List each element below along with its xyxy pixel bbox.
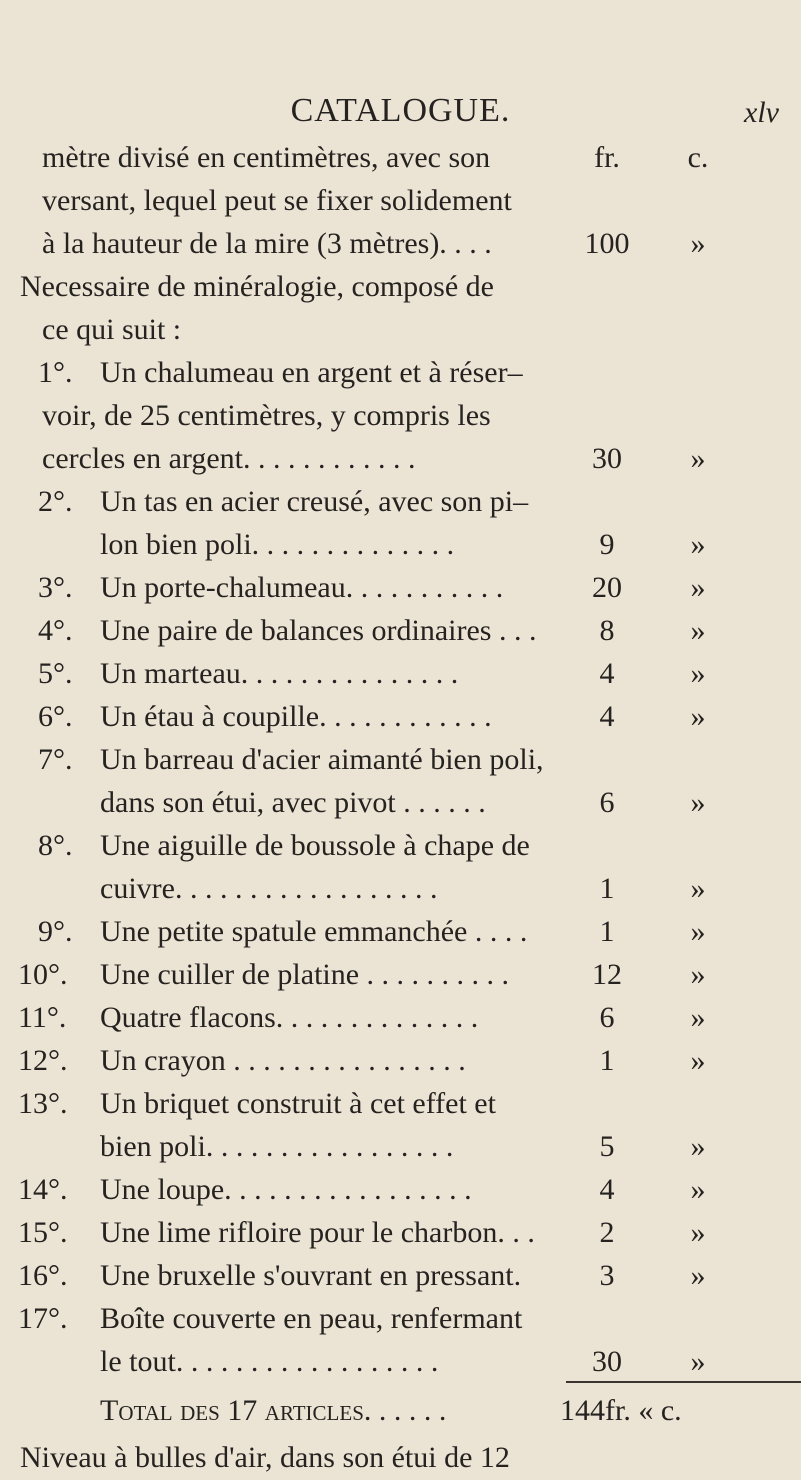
item-number: 7°. (38, 743, 73, 776)
total-label: Total des 17 articles. . . . . . (100, 1394, 447, 1427)
list-item (0, 566, 801, 610)
section-line-1 (0, 265, 801, 309)
line-text: Un chalumeau en argent et à réser– (100, 356, 523, 389)
line-text: Un étau à coupille. . . . . . . . . . . . (100, 700, 492, 733)
line-text: Une cuiller de platine . . . . . . . . . . (100, 958, 510, 991)
item-francs: 30 (592, 1345, 622, 1378)
item-centimes: » (690, 571, 706, 604)
list-item-continuation (0, 867, 801, 911)
item-number: 4°. (38, 614, 73, 647)
list-item (0, 1254, 801, 1298)
item-number: 17°. (18, 1302, 68, 1335)
list-item (0, 1039, 801, 1083)
line-text: Un briquet construit à cet effet et (100, 1087, 496, 1120)
list-item (0, 480, 801, 524)
list-item-continuation (0, 394, 801, 438)
line-text: versant, lequel peut se fixer solidement (42, 184, 512, 217)
item-centimes: » (690, 1216, 706, 1249)
item-francs: 6 (599, 786, 615, 819)
intro-line-2 (0, 179, 801, 223)
francs-column-header: fr. (594, 141, 620, 174)
list-item (0, 351, 801, 395)
item-centimes: » (690, 1130, 706, 1163)
item-number: 13°. (18, 1087, 68, 1120)
line-text: voir, de 25 centimètres, y compris les (42, 399, 491, 432)
line-text: mètre divisé en centimètres, avec son (42, 141, 491, 174)
item-centimes: » (690, 1173, 706, 1206)
item-number: 15°. (18, 1216, 68, 1249)
item-number: 9°. (38, 915, 73, 948)
intro-line-3 (0, 222, 801, 266)
item-francs: 12 (592, 958, 622, 991)
item-francs: 4 (599, 1173, 615, 1206)
item-centimes: » (690, 1259, 706, 1292)
total-rule (566, 1381, 801, 1383)
line-text: Necessaire de minéralogie, composé de (20, 270, 494, 303)
total-line (0, 1389, 801, 1433)
item-centimes: » (690, 657, 706, 690)
line-text: le tout. . . . . . . . . . . . . . . . . . (100, 1345, 439, 1378)
total-amount: 144fr. « c. (560, 1394, 682, 1427)
item-number: 6°. (38, 700, 73, 733)
intro-line-1 (0, 136, 801, 180)
line-text: bien poli. . . . . . . . . . . . . . . . . (100, 1130, 454, 1163)
item-number: 8°. (38, 829, 73, 862)
list-item (0, 1082, 801, 1126)
item-centimes: » (690, 1044, 706, 1077)
intro-centimes: » (690, 227, 706, 260)
item-francs: 1 (599, 915, 615, 948)
item-number: 11°. (18, 1001, 67, 1034)
list-item (0, 1211, 801, 1255)
item-francs: 20 (592, 571, 622, 604)
section-line-2 (0, 308, 801, 352)
line-text: Quatre flacons. . . . . . . . . . . . . . (100, 1001, 479, 1034)
list-item-continuation (0, 523, 801, 567)
line-text: Un tas en acier creusé, avec son pi– (100, 485, 529, 518)
line-text: cuivre. . . . . . . . . . . . . . . . . . (100, 872, 438, 905)
item-number: 14°. (18, 1173, 68, 1206)
item-francs: 30 (592, 442, 622, 475)
line-text: lon bien poli. . . . . . . . . . . . . . (100, 528, 455, 561)
line-text: Un barreau d'acier aimanté bien poli, (100, 743, 544, 776)
item-centimes: » (690, 915, 706, 948)
line-text: Une bruxelle s'ouvrant en pressant. (100, 1259, 522, 1292)
line-text: Un porte-chalumeau. . . . . . . . . . . (100, 571, 504, 604)
item-francs: 5 (599, 1130, 615, 1163)
list-item (0, 824, 801, 868)
list-item-continuation (0, 781, 801, 825)
list-item (0, 609, 801, 653)
line-text: Une paire de balances ordinaires . . . (100, 614, 537, 647)
item-centimes: » (690, 700, 706, 733)
item-francs: 4 (599, 657, 615, 690)
line-text: Une aiguille de boussole à chape de (100, 829, 530, 862)
footer-line (0, 1436, 801, 1480)
page-title: CATALOGUE. (290, 92, 511, 129)
line-text: Boîte couverte en peau, renfermant (100, 1302, 523, 1335)
item-francs: 4 (599, 700, 615, 733)
item-centimes: » (690, 442, 706, 475)
list-item (0, 1168, 801, 1212)
page-number: xlv (744, 96, 779, 129)
centimes-column-header: c. (687, 141, 709, 174)
intro-francs: 100 (584, 227, 630, 260)
item-centimes: » (690, 1001, 706, 1034)
item-francs: 2 (599, 1216, 615, 1249)
item-number: 1°. (38, 356, 73, 389)
item-francs: 3 (599, 1259, 615, 1292)
item-centimes: » (690, 614, 706, 647)
item-francs: 6 (599, 1001, 615, 1034)
list-item (0, 652, 801, 696)
item-centimes: » (690, 1345, 706, 1378)
footer-text: Niveau à bulles d'air, dans son étui de 12 (20, 1441, 510, 1474)
line-text: Une loupe. . . . . . . . . . . . . . . . . (100, 1173, 472, 1206)
item-number: 2°. (38, 485, 73, 518)
line-text: Une petite spatule emmanchée . . . . (100, 915, 528, 948)
item-centimes: » (690, 528, 706, 561)
item-number: 10°. (18, 958, 68, 991)
line-text: dans son étui, avec pivot . . . . . . (100, 786, 486, 819)
item-number: 5°. (38, 657, 73, 690)
list-item (0, 910, 801, 954)
item-centimes: » (690, 872, 706, 905)
line-text: Une lime rifloire pour le charbon. . . (100, 1216, 535, 1249)
list-item-continuation (0, 1125, 801, 1169)
item-francs: 8 (599, 614, 615, 647)
list-item (0, 738, 801, 782)
line-text: Un marteau. . . . . . . . . . . . . . . (100, 657, 459, 690)
item-francs: 1 (599, 872, 615, 905)
item-number: 16°. (18, 1259, 68, 1292)
list-item (0, 695, 801, 739)
line-text: cercles en argent. . . . . . . . . . . . (42, 442, 416, 475)
list-item-continuation (0, 437, 801, 481)
line-text: à la hauteur de la mire (3 mètres). . . . (42, 227, 492, 260)
line-text: Un crayon . . . . . . . . . . . . . . . . (100, 1044, 466, 1077)
item-centimes: » (690, 786, 706, 819)
item-centimes: » (690, 958, 706, 991)
item-number: 3°. (38, 571, 73, 604)
item-francs: 1 (599, 1044, 615, 1077)
item-number: 12°. (18, 1044, 68, 1077)
list-item (0, 953, 801, 997)
list-item (0, 996, 801, 1040)
line-text: ce qui suit : (42, 313, 182, 346)
list-item (0, 1297, 801, 1341)
list-item-continuation (0, 1340, 801, 1384)
item-francs: 9 (599, 528, 615, 561)
